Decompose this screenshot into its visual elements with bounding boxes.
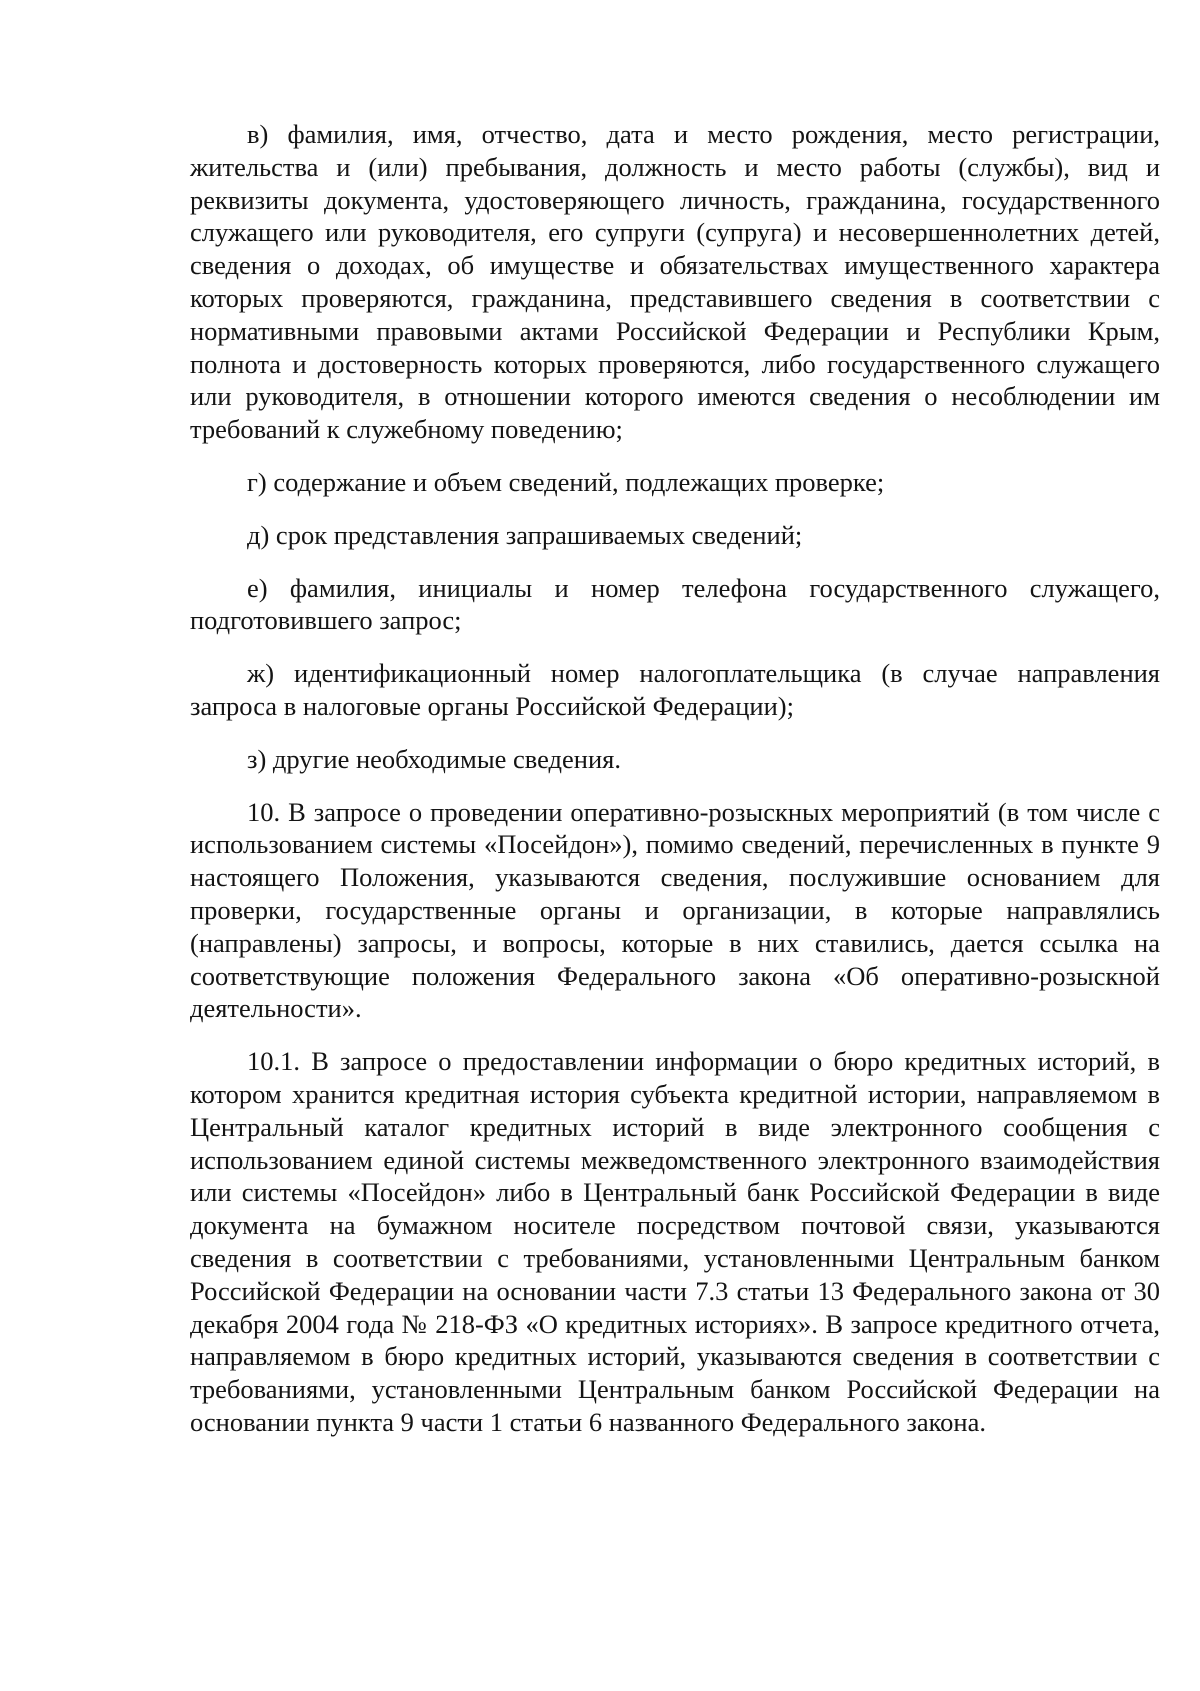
paragraph-g: г) содержание и объем сведений, подлежащих проверке;	[247, 466, 885, 497]
paragraph-zh: ж) идентификационный номер налогоплательщика (в случае направления запроса в налоговые органы Российской Федерации);	[190, 658, 1160, 721]
paragraph-z: з) другие необходимые сведения.	[247, 743, 621, 774]
paragraph-v: в) фамилия, имя, отчество, дата и место рождения, место регистрации, жительства и (или) пребывания, должность и место работы (службы), вид и реквизиты документа, удостоверяющего личность, гражданина, государственного служащего или руководителя, его супруги (супруга) и несовершеннолетних детей, сведения о доходах, об имуществе и обязательствах имущественного характера которых проверяются, гражданина, представившего сведения в соответствии с нормативными правовыми актами Российской Федерации и Республики Крым, полнота и достоверность которых проверяются, либо государственного служащего или руководителя, в отношении которого имеются сведения о несоблюдении им требований к служебному поведению;	[190, 119, 1160, 445]
document-body	[190, 118, 1160, 1439]
paragraph-10: 10. В запросе о проведении оперативно-розыскных мероприятий (в том числе с использованием системы «Посейдон»), помимо сведений, перечисленных в пункте 9 настоящего Положения, указываются сведения, послужившие основанием для проверки, государственные органы и организации, в которые направлялись (направлены) запросы, и вопросы, которые в них ставились, дается ссылка на соответствующие положения Федерального закона «Об оперативно-розыскной деятельности».	[190, 796, 1160, 1024]
paragraph-e: е) фамилия, инициалы и номер телефона государственного служащего, подготовившего запрос;	[190, 572, 1160, 636]
paragraph-d: д) срок представления запрашиваемых сведений;	[247, 519, 803, 550]
paragraph-10-1: 10.1. В запросе о предоставлении информации о бюро кредитных историй, в котором хранится кредитная история субъекта кредитной истории, направляемом в Центральный каталог кредитных историй в виде электронного сообщения с использованием единой системы межведомственного электронного взаимодействия или системы «Посейдон» либо в Центральный банк Российской Федерации в виде документа на бумажном носителе посредством почтовой связи, указываются сведения в соответствии с требованиями, установленными Центральным банком Российской Федерации на основании части 7.3 статьи 13 Федерального закона от 30 декабря 2004 года № 218-ФЗ «О кредитных историях». В запросе кредитного отчета, направляемом в бюро кредитных историй, указываются сведения в соответствии с требованиями, установленными Центральным банком Российской Федерации на основании пункта 9 части 1 статьи 6 названного Федерального закона.	[190, 1046, 1160, 1437]
